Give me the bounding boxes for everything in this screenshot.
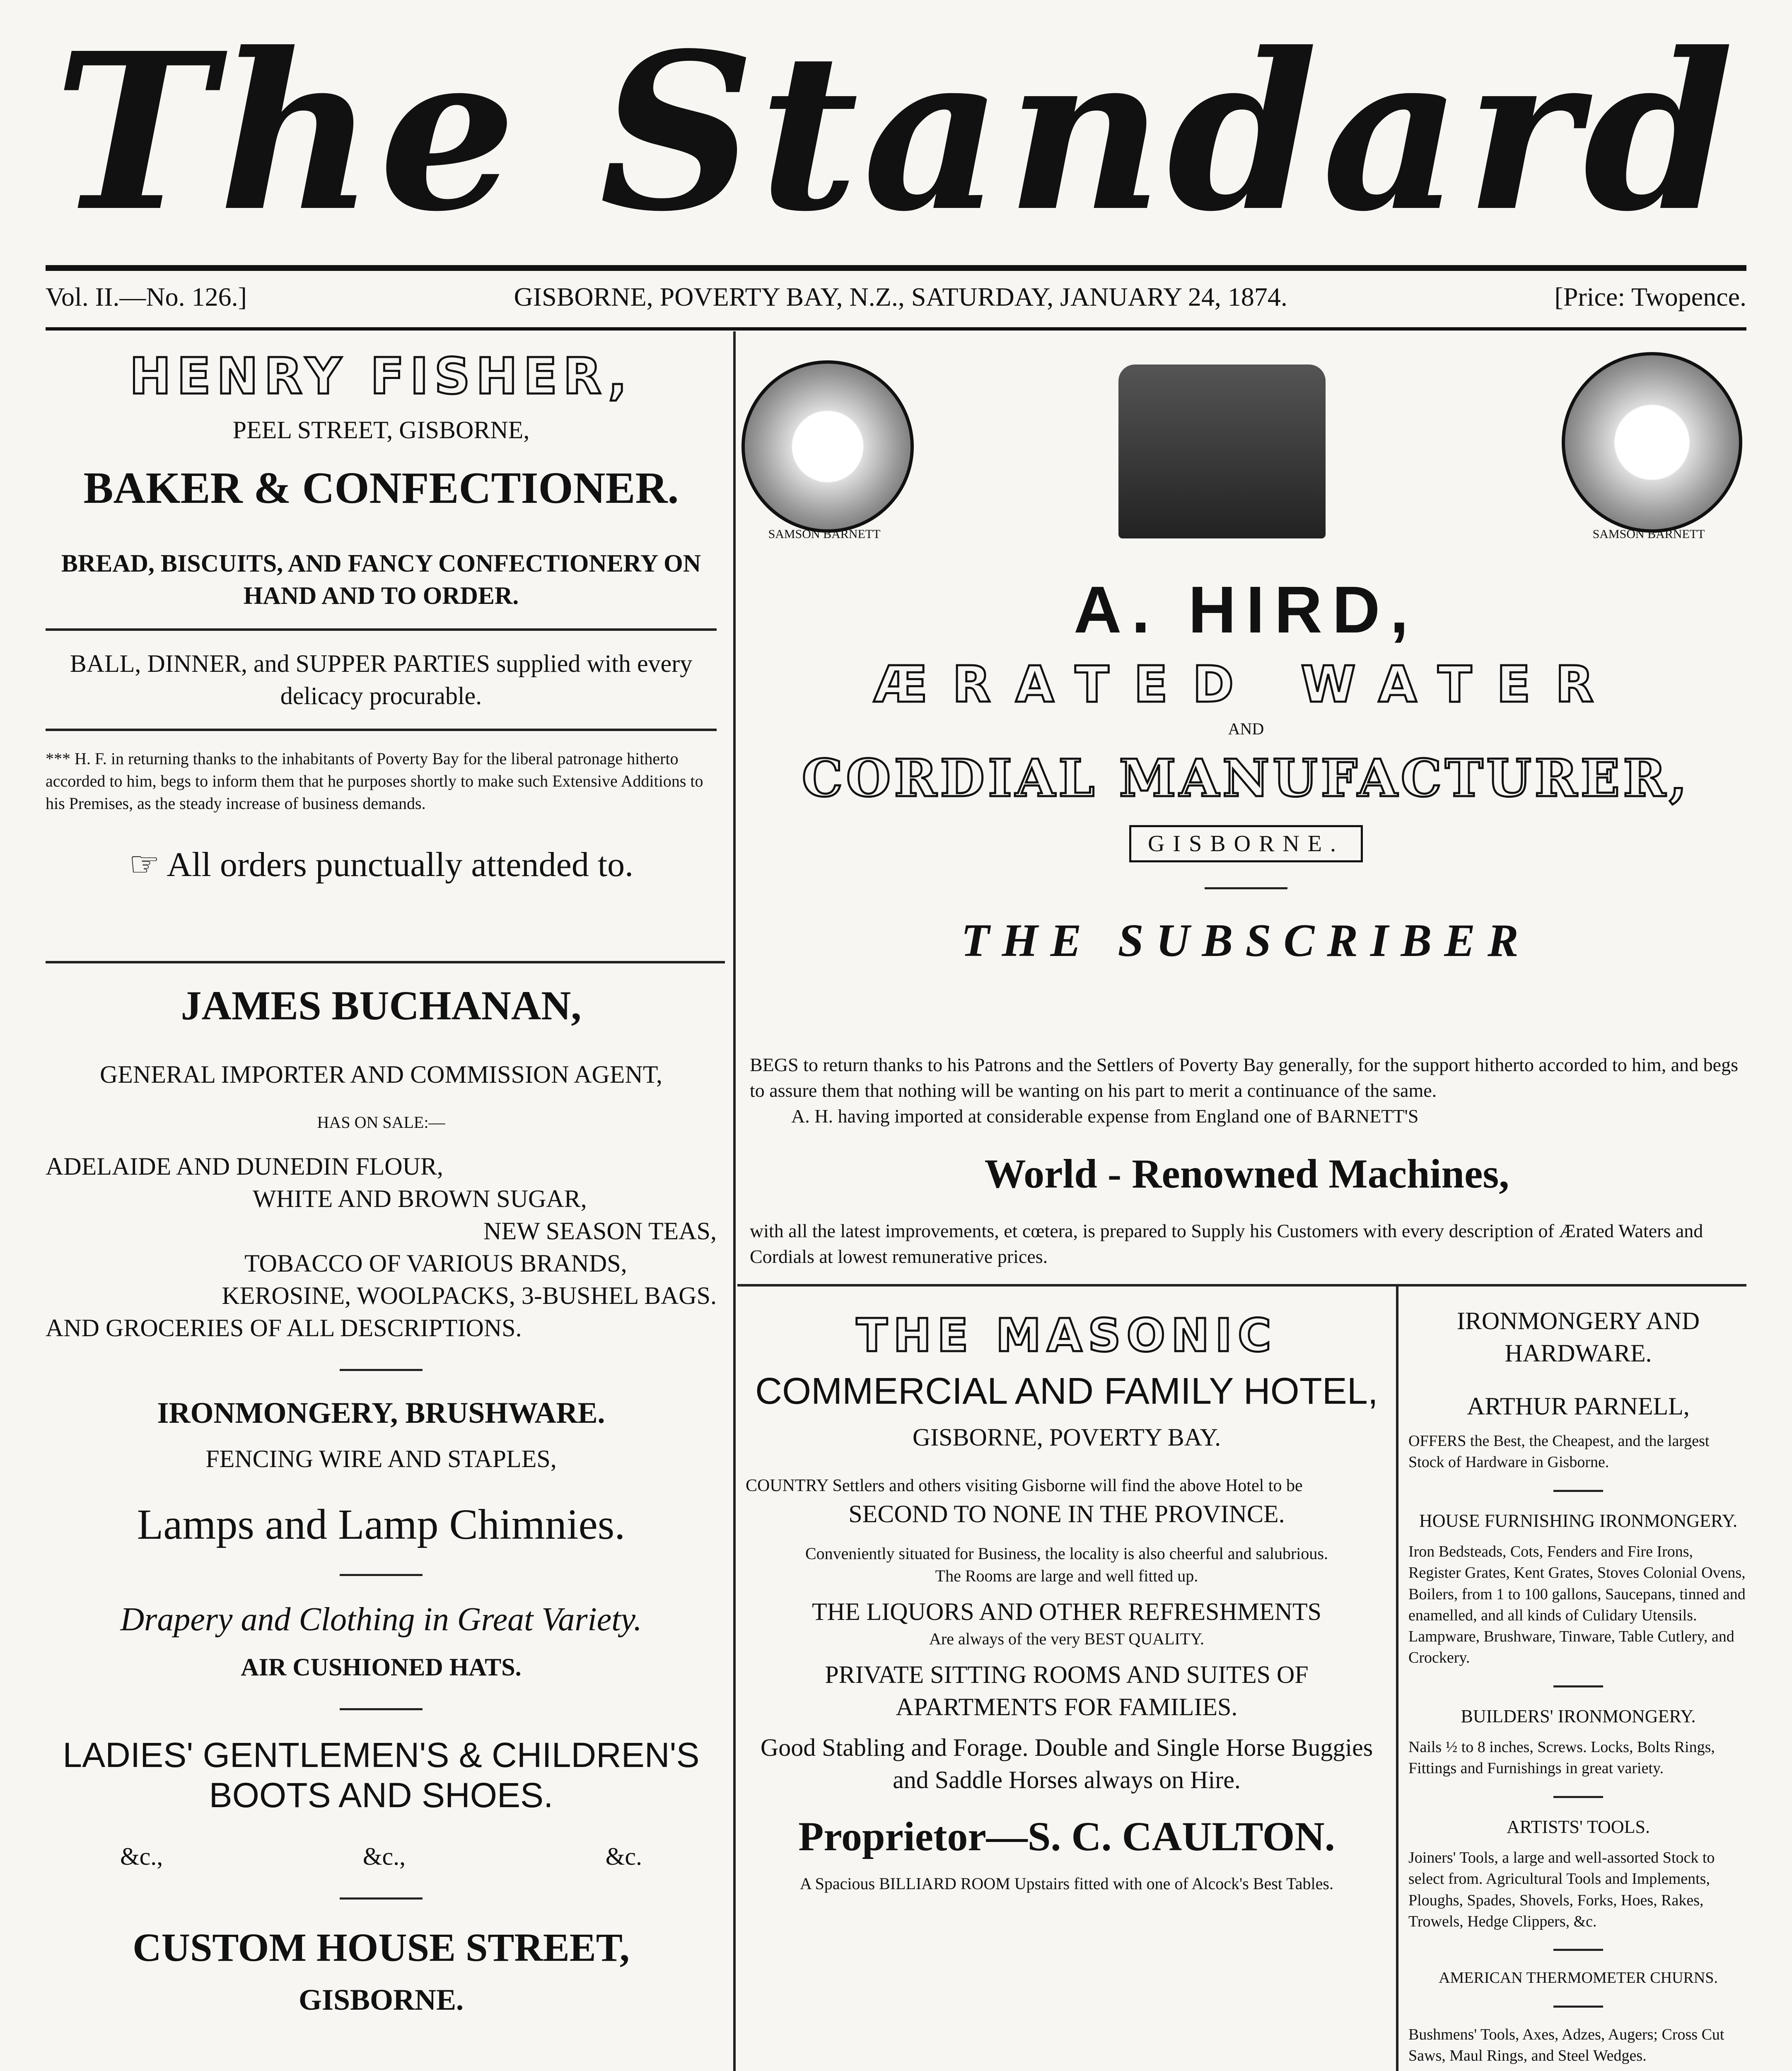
buchanan-ad	[46, 982, 717, 2017]
hird-line1: ÆRATED WATER	[873, 656, 1619, 714]
parnell-offers: OFFERS the Best, the Cheapest, and the largest Stock of Hardware in Gisborne.	[1408, 1432, 1710, 1471]
etc: &c.	[605, 1843, 642, 1870]
hird-subscriber: THE SUBSCRIBER	[961, 915, 1531, 966]
parnell-head: IRONMONGERY AND HARDWARE.	[1456, 1307, 1700, 1367]
hird-body3: with all the latest improvements, et cœtera, is prepared to Supply his Customers with every description of Ærated Waters and Cordials at lowest remunerative prices.	[750, 1220, 1703, 1267]
masonic-sub: COMMERCIAL AND FAMILY HOTEL,	[755, 1371, 1378, 1412]
parnell-b-body: Nails ½ to 8 inches, Screws. Locks, Bolts Rings, Fittings and Furnishings in great variety.	[1408, 1738, 1715, 1777]
hird-and: AND	[1228, 719, 1264, 738]
hird-body: BEGS to return thanks to his Patrons and the Settlers of Poverty Bay generally, for the support hitherto accorded to him, and begs to assure them that nothing will be wanting on his part to merit a continuance of the same.	[750, 1054, 1738, 1101]
buchanan-on-sale: HAS ON SALE:—	[317, 1113, 445, 1132]
divider	[46, 729, 717, 731]
masonic-place: GISBORNE, POVERTY BAY.	[912, 1424, 1221, 1451]
divider	[1553, 1796, 1603, 1798]
hird-ad	[746, 572, 1746, 968]
fisher-ad	[46, 348, 717, 885]
prize-medal-seal-right	[1562, 352, 1742, 533]
fisher-trade: BAKER & CONFECTIONER.	[83, 463, 679, 513]
divider	[340, 1897, 423, 1900]
parnell-hf-body: Iron Bedsteads, Cots, Fenders and Fire Irons, Register Grates, Kent Grates, Stoves Colonial Ovens, Boilers, from 1 to 100 gallons, Saucepans, tinned and enamelled, and all kinds of Culidary Utensils. Lampware, Brushware, Tinware, Table Cutlery, and Crockery.	[1408, 1542, 1746, 1667]
goods-line: WHITE AND BROWN SUGAR,	[253, 1185, 587, 1212]
divider	[46, 961, 725, 963]
divider	[737, 1284, 1746, 1287]
divider	[1553, 1490, 1603, 1492]
hird-name: A. HIRD,	[1074, 572, 1418, 647]
column-rule-2	[1396, 1284, 1398, 2071]
parnell-a-body: Joiners' Tools, a large and well-assorted Stock to select from. Agricultural Tools and Implements, Ploughs, Spades, Shovels, Forks, Hoes, Rakes, Trowels, Hedge Clippers, &c.	[1408, 1849, 1715, 1931]
masthead-title: The Standard	[54, 6, 1738, 259]
buchanan-street: CUSTOM HOUSE STREET,	[133, 1925, 630, 1970]
etc: &c.,	[362, 1843, 406, 1870]
fisher-hf: *** H. F. in returning thanks to the inhabitants of Poverty Bay for the liberal patronage hitherto accorded to him, begs to inform them that he purposes shortly to make such Extensive Additions to his Premises, as the steady increase of business demands.	[46, 749, 703, 813]
parnell-b-title: BUILDERS' IRONMONGERY.	[1461, 1706, 1696, 1726]
buchanan-boots: LADIES' GENTLEMEN'S & CHILDREN'S BOOTS AND SHOES.	[63, 1735, 700, 1815]
goods-line: NEW SEASON TEAS,	[483, 1217, 717, 1245]
column-rule-1	[733, 331, 736, 2071]
parnell-ad	[1408, 1305, 1748, 2071]
masonic-p2: Conveniently situated for Business, the locality is also cheerful and salubrious.	[805, 1544, 1328, 1563]
masonic-p1: COUNTRY Settlers and others visiting Gisborne will find the above Hotel to be	[746, 1476, 1303, 1495]
buchanan-town: GISBORNE.	[298, 1983, 464, 2016]
masonic-p4: THE LIQUORS AND OTHER REFRESHMENTS	[811, 1598, 1322, 1625]
masonic-title: THE MASONIC	[856, 1309, 1277, 1362]
fisher-orders: ☞ All orders punctually attended to.	[128, 845, 634, 884]
masonic-p1b: SECOND TO NONE IN THE PROVINCE.	[848, 1500, 1285, 1528]
divider	[340, 1369, 423, 1371]
buchanan-etc	[120, 1840, 642, 1873]
masthead-rule	[46, 265, 1746, 271]
fisher-address: PEEL STREET, GISBORNE,	[232, 416, 530, 444]
divider	[1553, 1685, 1603, 1687]
masonic-billiard: A Spacious BILLIARD ROOM Upstairs fitted with one of Alcock's Best Tables.	[800, 1874, 1333, 1893]
price: [Price: Twopence.	[1554, 282, 1746, 311]
masonic-p3: The Rooms are large and well fitted up.	[935, 1566, 1198, 1585]
buchanan-name: JAMES BUCHANAN,	[181, 982, 582, 1028]
parnell-hf-title: HOUSE FURNISHING IRONMONGERY.	[1419, 1510, 1738, 1531]
divider	[46, 628, 717, 631]
parnell-name: ARTHUR PARNELL,	[1467, 1393, 1690, 1420]
buchanan-trade: GENERAL IMPORTER AND COMMISSION AGENT,	[99, 1061, 663, 1088]
buchanan-lamps: Lamps and Lamp Chimnies.	[137, 1501, 626, 1548]
masonic-ad	[746, 1309, 1388, 1895]
divider	[340, 1574, 423, 1576]
hird-line2: CORDIAL MANUFACTURER,	[802, 748, 1691, 809]
fisher-name: HENRY FISHER,	[129, 348, 633, 406]
aerated-water-machine-engraving	[1118, 364, 1326, 538]
hird-machines: World - Renowned Machines,	[984, 1151, 1509, 1197]
goods-line: AND GROCERIES OF ALL DESCRIPTIONS.	[46, 1314, 522, 1342]
prize-medal-seal-left	[741, 360, 914, 533]
masonic-p4b: Are always of the very BEST QUALITY.	[929, 1629, 1204, 1648]
parnell-a-title: ARTISTS' TOOLS.	[1507, 1816, 1650, 1837]
seal-right-label: SAMSON BARNETT	[1592, 527, 1705, 541]
fisher-line1: BREAD, BISCUITS, AND FANCY CONFECTIONERY ON HAND AND TO ORDER.	[61, 550, 701, 609]
parnell-churns: AMERICAN THERMOMETER CHURNS.	[1439, 1969, 1718, 1987]
fisher-line2: BALL, DINNER, and SUPPER PARTIES supplied with every delicacy procurable.	[70, 650, 693, 710]
goods-line: ADELAIDE AND DUNEDIN FLOUR,	[46, 1153, 443, 1180]
divider	[340, 1708, 423, 1710]
divider	[1205, 887, 1287, 889]
parnell-c-body: Bushmens' Tools, Axes, Adzes, Augers; Cross Cut Saws, Maul Rings, and Steel Wedges.	[1408, 2025, 1724, 2064]
buchanan-drapery: Drapery and Clothing in Great Variety.	[120, 1601, 642, 1638]
buchanan-iron: IRONMONGERY, BRUSHWARE.	[157, 1396, 605, 1429]
dateline	[46, 282, 1746, 312]
goods-line: KEROSINE, WOOLPACKS, 3-BUSHEL BAGS.	[222, 1282, 717, 1309]
divider	[1553, 2006, 1603, 2008]
buchanan-fencing: FENCING WIRE AND STAPLES,	[205, 1445, 557, 1472]
hird-banner: GISBORNE.	[1129, 825, 1363, 862]
etc: &c.,	[120, 1843, 163, 1870]
hird-body-block	[750, 1052, 1744, 1270]
place-date: GISBORNE, POVERTY BAY, N.Z., SATURDAY, JANUARY 24, 1874.	[514, 282, 1287, 311]
masonic-p6: Good Stabling and Forage. Double and Single Horse Buggies and Saddle Horses always on Hire.	[760, 1733, 1373, 1793]
volume-number: Vol. II.—No. 126.]	[46, 282, 247, 311]
buchanan-goods	[46, 1150, 717, 1344]
masonic-p5: PRIVATE SITTING ROOMS AND SUITES OF APARTMENTS FOR FAMILIES.	[825, 1661, 1309, 1721]
goods-line: TOBACCO OF VARIOUS BRANDS,	[244, 1250, 627, 1277]
hird-body2: A. H. having imported at considerable expense from England one of BARNETT'S	[791, 1105, 1419, 1127]
buchanan-hats: AIR CUSHIONED HATS.	[241, 1653, 522, 1681]
masonic-prop: Proprietor—S. C. CAULTON.	[798, 1813, 1335, 1859]
seal-left-label: SAMSON BARNETT	[768, 527, 881, 541]
divider	[1553, 1949, 1603, 1951]
dateline-rule	[46, 327, 1746, 331]
